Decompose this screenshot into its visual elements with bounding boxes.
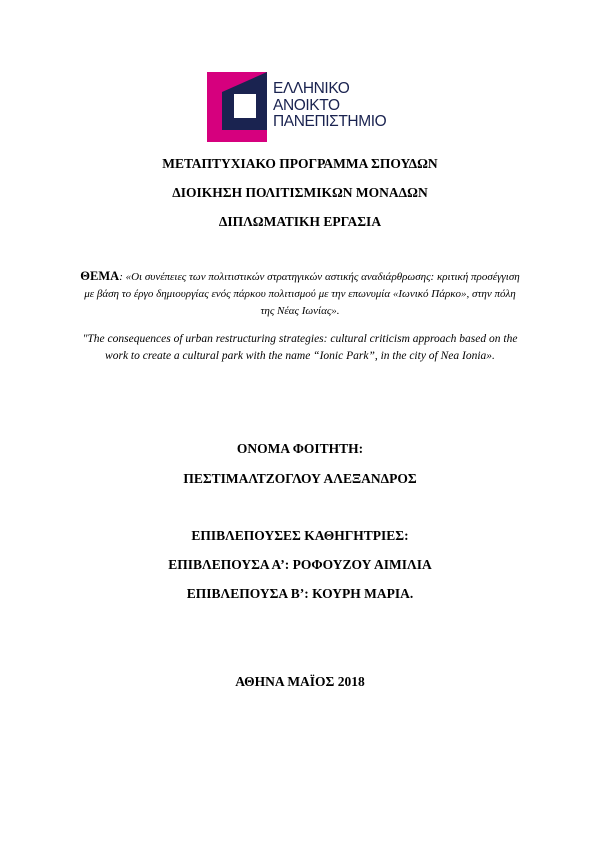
thesis-type: ΔΙΠΛΩΜΑΤΙΚΗ ΕΡΓΑΣΙΑ: [218, 214, 382, 229]
student-label: ΟΝΟΜΑ ΦΟΙΤΗΤΗ:: [236, 441, 364, 456]
program-title: ΜΕΤΑΠΤΥΧΙΑΚΟ ΠΡΟΓΡΑΜΜΑ ΣΠΟΥΔΩΝ: [162, 156, 438, 171]
subject-label: ΘΕΜΑ: [80, 269, 120, 283]
place-date: ΑΘΗΝΑ ΜΑΪΟΣ 2018: [235, 674, 365, 689]
department-title: ΔΙΟΙΚΗΣΗ ΠΟΛΙΤΙΣΜΙΚΩΝ ΜΟΝΑΔΩΝ: [172, 185, 428, 200]
university-logo: [207, 72, 397, 142]
logo-line-1: ΕΛΛΗΝΙΚΟ: [273, 80, 350, 97]
student-name: ΠΕΣΤΙΜΑΛΤΖΟΓΛΟΥ ΑΛΕΞΑΝΔΡΟΣ: [183, 471, 417, 486]
logo-wordmark: [273, 81, 386, 131]
logo-line-2: ΑΝΟΙΚΤΟ: [273, 96, 340, 114]
subject-greek: [80, 268, 520, 320]
supervisor-first: ΕΠΙΒΛΕΠΟΥΣΑ Α’: ΡΟΦΟΥΖΟΥ ΑΙΜΙΛΙΑ: [168, 557, 432, 572]
subject-english: "The consequences of urban restructuring strategies: cultural criticism approach based on the work to create a cultural park with the name “Ionic Park”, in the city of Nea Ionia».: [82, 333, 518, 362]
logo-line-3: ΠΑΝΕΠΙΣΤΗΜΙΟ: [273, 113, 387, 130]
supervisors-label: ΕΠΙΒΛΕΠΟΥΣΕΣ ΚΑΘΗΓΗΤΡΙΕΣ:: [191, 528, 409, 543]
subject-greek-text: : «Οι συνέπειες των πολιτιστικών στρατηγικών αστικής αναδιάρθρωσης: κριτική προσέγγιση με βάση το έργο δημιουργίας ενός πάρκου πολιτισμού με την επωνυμία «Ιωνικό Πάρκο», στην πόλη της Νέας Ιωνίας».: [84, 271, 520, 317]
university-emblem-icon: [207, 72, 267, 142]
supervisor-second: ΕΠΙΒΛΕΠΟΥΣΑ Β’: ΚΟΥΡΗ ΜΑΡΙΑ.: [186, 586, 414, 601]
